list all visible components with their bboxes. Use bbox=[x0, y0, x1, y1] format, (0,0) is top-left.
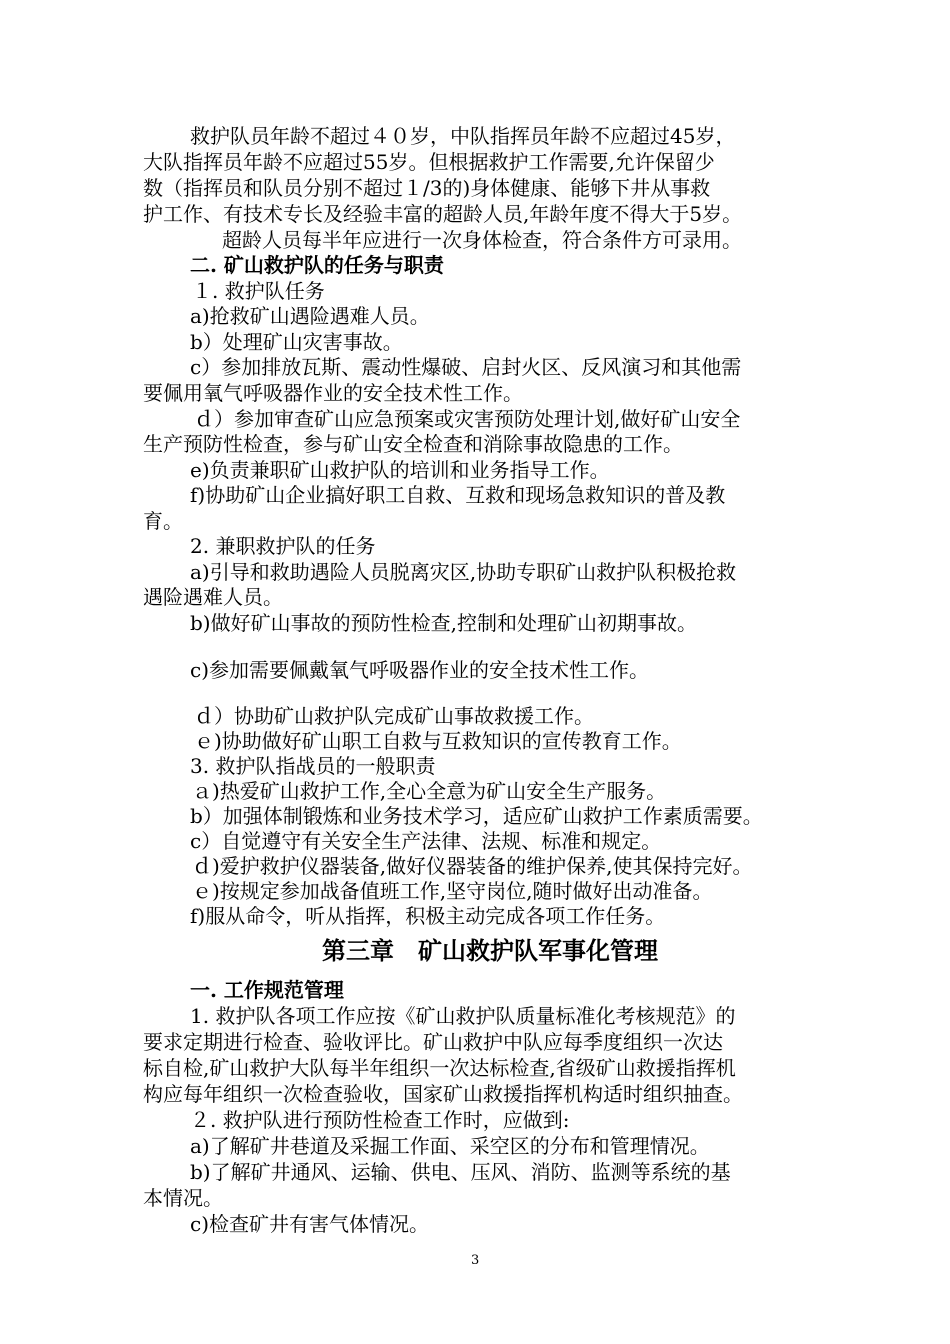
list-item: ｅ)按规定参加战备值班工作,坚守岗位,随时做好出动准备。 bbox=[192, 879, 713, 903]
list-item: ｄ)爱护救护仪器装备,做好仪器装备的维护保养,使其保持完好。 bbox=[192, 854, 753, 878]
list-item: a)抢救矿山遇险遇难人员。 bbox=[190, 304, 430, 328]
list-item: ａ)热爱矿山救护工作,全心全意为矿山安全生产服务。 bbox=[192, 779, 667, 803]
list-item: b）加强体制锻炼和业务技术学习，适应矿山救护工作素质需要。 bbox=[190, 804, 763, 828]
text-line: 1. 救护队各项工作应按《矿山救护队质量标准化考核规范》的 bbox=[190, 1004, 736, 1028]
list-item: c)参加需要佩戴氧气呼吸器作业的安全技术性工作。 bbox=[190, 658, 650, 682]
text-line: 育。 bbox=[143, 509, 183, 533]
text-line: ２. 救护队进行预防性检查工作时，应做到: bbox=[190, 1108, 570, 1132]
subsection-heading: 3. 救护队指战员的一般职责 bbox=[190, 754, 436, 778]
text-line: 要求定期进行检查、验收评比。矿山救护中队应每季度组织一次达 bbox=[143, 1030, 723, 1054]
list-item: b)做好矿山事故的预防性检查,控制和处理矿山初期事故。 bbox=[190, 611, 697, 635]
section-heading: 一. 工作规范管理 bbox=[190, 978, 344, 1002]
text-line: 大队指挥员年龄不应超过55岁。但根据救护工作需要,允许保留少 bbox=[143, 150, 715, 174]
text-line: 数（指挥员和队员分别不超过１/3的)身体健康、能够下井从事救 bbox=[143, 176, 711, 200]
text-line: 超龄人员每半年应进行一次身体检查，符合条件方可录用。 bbox=[222, 228, 742, 252]
list-item: ｄ）参加审查矿山应急预案或灾害预防处理计划,做好矿山安全 bbox=[194, 407, 741, 431]
list-item: c）自觉遵守有关安全生产法律、法规、标准和规定。 bbox=[190, 829, 662, 853]
list-item: f)服从命令，听从指挥，积极主动完成各项工作任务。 bbox=[190, 904, 666, 928]
text-line: 护工作、有技术专长及经验丰富的超龄人员,年龄年度不得大于5岁。 bbox=[143, 202, 743, 226]
text-line: 构应每年组织一次检查验收，国家矿山救援指挥机构适时组织抽查。 bbox=[143, 1082, 743, 1106]
text-line: 遇险遇难人员。 bbox=[143, 585, 283, 609]
section-heading: 二. 矿山救护队的任务与职责 bbox=[190, 253, 444, 277]
text-line: 救护队员年龄不超过４０岁，中队指挥员年龄不应超过45岁， bbox=[190, 124, 736, 148]
list-item: ｄ）协助矿山救护队完成矿山事故救援工作。 bbox=[194, 704, 594, 728]
text-line: 生产预防性检查，参与矿山安全检查和消除事故隐患的工作。 bbox=[143, 432, 683, 456]
subsection-heading: 2. 兼职救护队的任务 bbox=[190, 534, 376, 558]
list-item: e)负责兼职矿山救护队的培训和业务指导工作。 bbox=[190, 458, 610, 482]
text-line: 本情况。 bbox=[143, 1186, 223, 1210]
list-item: b)了解矿井通风、运输、供电、压风、消防、监测等系统的基 bbox=[190, 1160, 731, 1184]
subsection-heading: １. 救护队任务 bbox=[192, 279, 325, 303]
text-line: 标自检,矿山救护大队每半年组织一次达标检查,省级矿山救援指挥机 bbox=[143, 1056, 736, 1080]
list-item: c)检查矿井有害气体情况。 bbox=[190, 1212, 430, 1236]
list-item: b）处理矿山灾害事故。 bbox=[190, 330, 403, 354]
page-number: 3 bbox=[471, 1253, 480, 1268]
list-item: a)引导和救助遇险人员脱离灾区,协助专职矿山救护队积极抢救 bbox=[190, 560, 737, 584]
list-item: f)协助矿山企业搞好职工自救、互救和现场急救知识的普及教 bbox=[190, 483, 726, 507]
list-item: c）参加排放瓦斯、震动性爆破、启封火区、反风演习和其他需 bbox=[190, 355, 742, 379]
list-item: ｅ)协助做好矿山职工自救与互救知识的宣传教育工作。 bbox=[194, 729, 682, 753]
list-item: a)了解矿井巷道及采掘工作面、采空区的分布和管理情况。 bbox=[190, 1134, 710, 1158]
text-line: 要佩用氧气呼吸器作业的安全技术性工作。 bbox=[143, 381, 523, 405]
chapter-title: 第三章 矿山救护队军事化管理 bbox=[322, 936, 658, 965]
